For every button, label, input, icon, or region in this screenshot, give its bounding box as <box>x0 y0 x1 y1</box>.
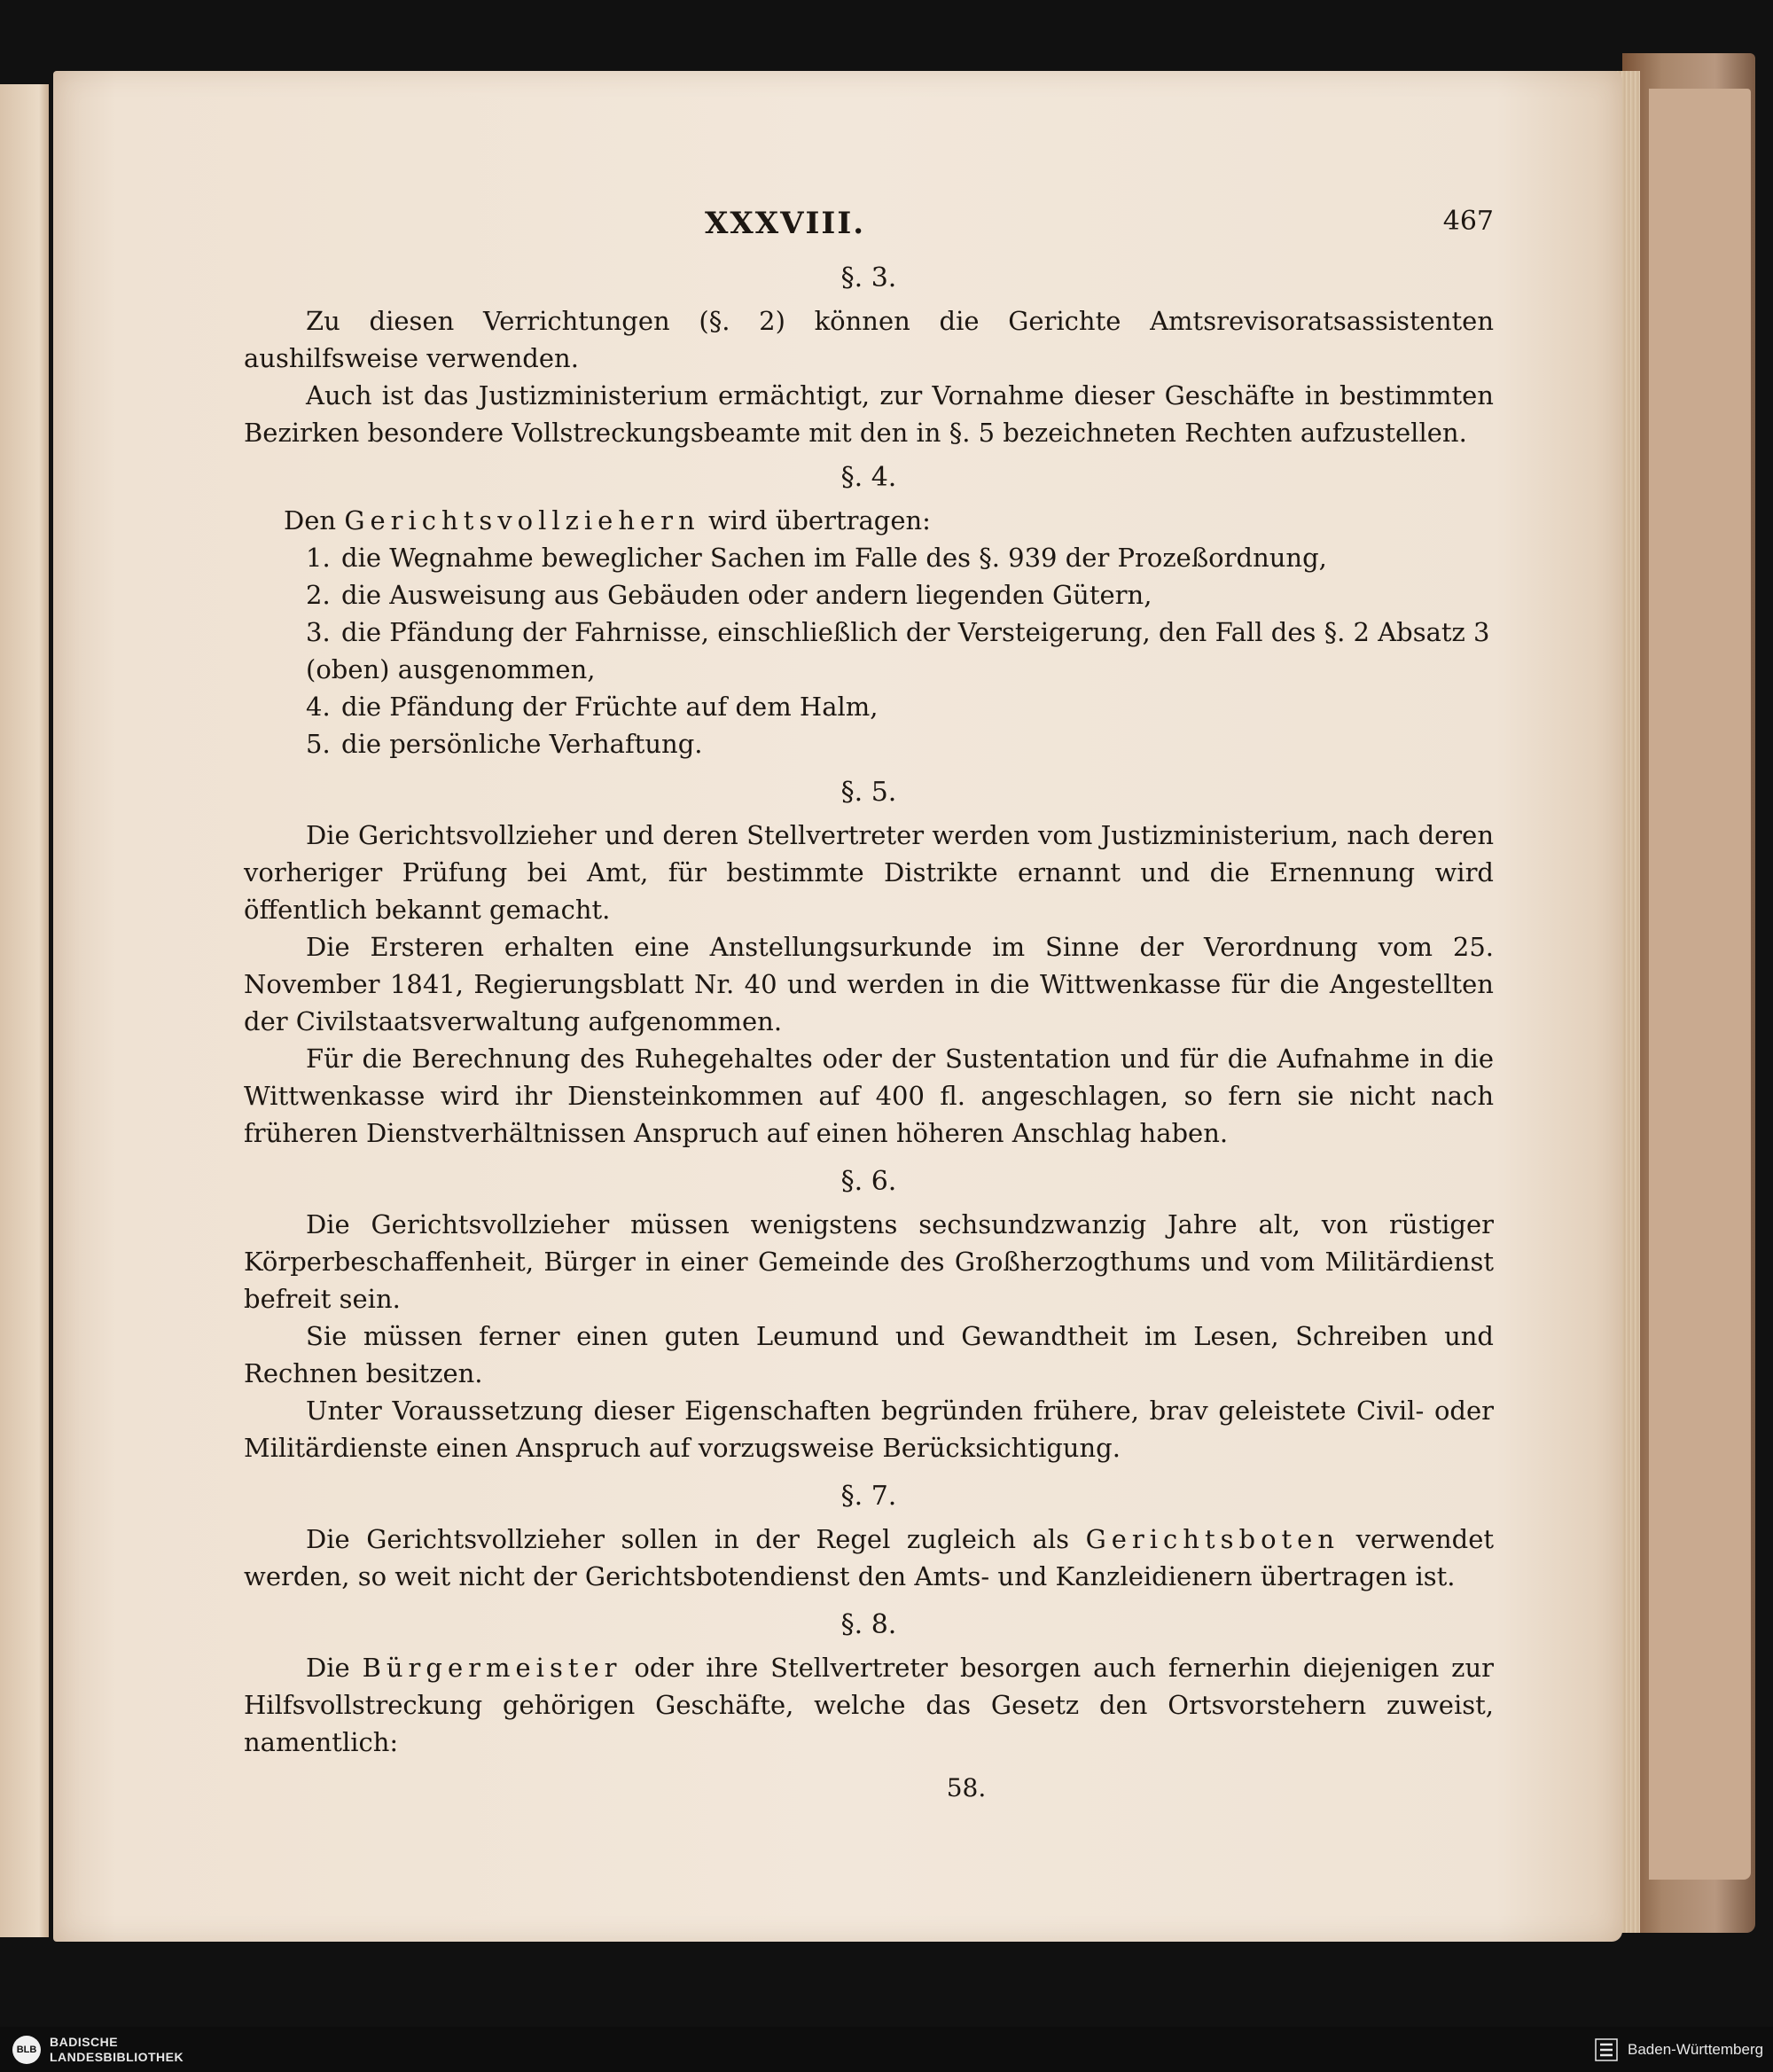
page-number: 467 <box>1442 206 1494 237</box>
section-heading: §. 5. <box>840 777 897 808</box>
library-name <box>50 2035 184 2065</box>
page-text <box>244 206 1494 1802</box>
lead-spaced-term: Gerichtsvollziehern <box>344 505 700 536</box>
blb-logo-icon[interactable]: BLB <box>12 2036 41 2064</box>
section-3 <box>244 262 1494 451</box>
paragraph: Die Gerichtsvollzieher müssen wenigstens sechsundzwanzig Jahre alt, von rüstiger Körperbeschaffenheit, Bürger in einer Gemeinde des Großherzogthums und vom Militärdienst befreit sein. <box>244 1209 1494 1314</box>
list-item-number: 3. <box>306 617 331 647</box>
section-heading: §. 8. <box>840 1609 897 1640</box>
paragraph <box>244 1649 1494 1761</box>
library-name-line2: LANDESBIBLIOTHEK <box>50 2050 184 2064</box>
enumerated-list <box>244 539 1494 762</box>
paragraph: Unter Voraussetzung dieser Eigenschaften begründen frühere, brav geleistete Civil- oder Militärdienste einen Anspruch auf vorzugsweise Berücksichtigung. <box>244 1396 1494 1463</box>
section-lead <box>244 502 1494 539</box>
list-item-text: die Ausweisung aus Gebäuden oder andern liegenden Gütern, <box>341 580 1152 610</box>
paragraph: Die Ersteren erhalten eine Anstellungsurkunde im Sinne der Verordnung vom 25. November 1841, Regierungsblatt Nr. 40 und werden in die Wittwenkasse für die Angestellten der Civilstaatsverwaltung aufgenommen. <box>244 932 1494 1036</box>
paragraph-spaced-term: Bürgermeister <box>362 1653 622 1683</box>
signature-mark: 58. <box>946 1773 987 1802</box>
paragraph-prefix: Die <box>306 1653 350 1683</box>
section-5 <box>244 777 1494 1152</box>
list-item <box>306 576 1494 614</box>
paragraph-suffix: verwendet werden, so weit nicht der Gerichtsbotendienst den Amts- und Kanzleidienern übertragen ist. <box>244 1524 1495 1591</box>
section-heading: §. 3. <box>840 262 897 293</box>
list-item-text: die Wegnahme beweglicher Sachen im Falle des §. 939 der Prozeßordnung, <box>341 543 1327 573</box>
paragraph: Auch ist das Justizministerium ermächtigt, zur Vornahme dieser Geschäfte in bestimmten Bezirken besondere Vollstreckungsbeamte mit den in §. 5 bezeichneten Rechten aufzustellen. <box>244 380 1494 448</box>
paragraph-spaced-term: Gerichtsboten <box>1085 1524 1340 1554</box>
paragraph: Die Gerichtsvollzieher und deren Stellvertreter werden vom Justizministerium, nach deren vorheriger Prüfung bei Amt, für bestimmte Distrikte ernannt und die Ernennung wird öffentlich bekannt gemacht. <box>244 820 1494 925</box>
list-item <box>306 614 1494 688</box>
section-4 <box>244 462 1494 762</box>
running-head <box>244 206 1494 259</box>
list-item-text: die persönliche Verhaftung. <box>341 729 703 759</box>
list-item-text: die Pfändung der Früchte auf dem Halm, <box>341 692 879 722</box>
section-heading: §. 7. <box>840 1481 897 1512</box>
list-item-number: 5. <box>306 729 331 759</box>
section-7 <box>244 1481 1494 1595</box>
lions-crest-icon[interactable] <box>1594 2037 1619 2062</box>
paragraph <box>244 1521 1494 1595</box>
paragraph: Sie müssen ferner einen guten Leumund und Gewandtheit im Lesen, Schreiben und Rechnen besitzen. <box>244 1321 1494 1388</box>
list-item <box>306 725 1494 762</box>
section-heading: §. 6. <box>840 1166 897 1197</box>
book-page <box>53 71 1622 1942</box>
list-item-text: die Pfändung der Fahrnisse, einschließlich der Versteigerung, den Fall des §. 2 Absatz 3 (oben) ausgenommen, <box>306 617 1490 684</box>
section-8 <box>244 1609 1494 1802</box>
paragraph: Für die Berechnung des Ruhegehaltes oder der Sustentation und für die Aufnahme in die Wittwenkasse wird ihr Diensteinkommen auf 400 fl. angeschlagen, so fern sie nicht nach früheren Dienstverhältnissen Anspruch auf einen höheren Anschlag haben. <box>244 1044 1494 1148</box>
list-item-number: 4. <box>306 692 331 722</box>
book-cover-edge <box>1649 89 1751 1880</box>
paragraph-suffix: oder ihre Stellvertreter besorgen auch fernerhin diejenigen zur Hilfsvollstreckung gehörigen Geschäfte, welche das Gesetz den Ortsvorstehern zuweist, namentlich: <box>244 1653 1494 1757</box>
lead-prefix: Den <box>284 505 337 536</box>
left-page-edge <box>0 84 49 1937</box>
footer-bar <box>0 2027 1773 2072</box>
list-item-number: 1. <box>306 543 331 573</box>
section-6 <box>244 1166 1494 1466</box>
state-name: Baden-Württemberg <box>1628 2041 1764 2058</box>
running-title: XXXVIII. <box>705 206 866 241</box>
list-item <box>306 539 1494 576</box>
list-item-number: 2. <box>306 580 331 610</box>
section-heading: §. 4. <box>840 462 897 493</box>
lead-suffix: wird übertragen: <box>707 505 931 536</box>
list-item <box>306 688 1494 725</box>
paragraph: Zu diesen Verrichtungen (§. 2) können die Gerichte Amtsrevisoratsassistenten aushilfsweise verwenden. <box>244 306 1494 373</box>
paragraph-prefix: Die Gerichtsvollzieher sollen in der Regel zugleich als <box>306 1524 1070 1554</box>
library-name-line1: BADISCHE <box>50 2035 119 2049</box>
